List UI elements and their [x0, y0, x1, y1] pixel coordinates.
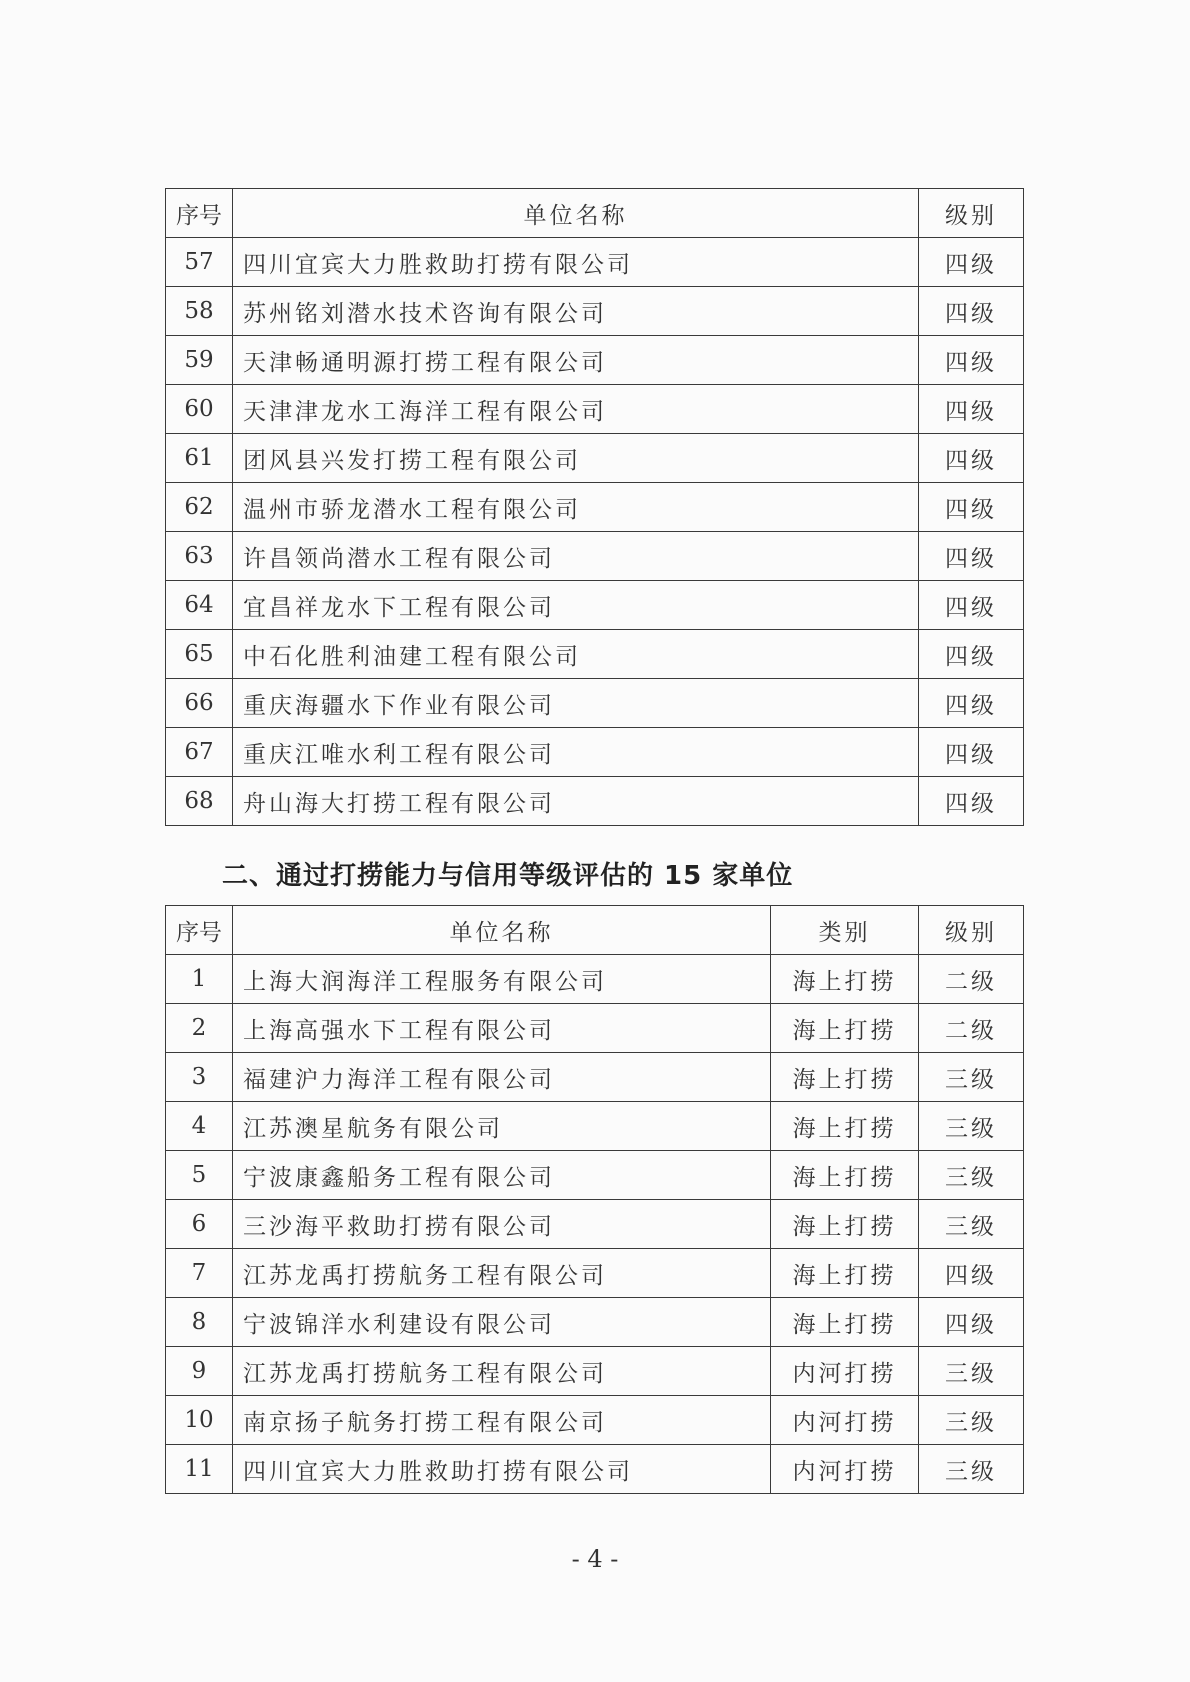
row-index: 62	[166, 483, 233, 532]
row-unit-name: 福建沪力海洋工程有限公司	[233, 1053, 771, 1102]
row-unit-name: 四川宜宾大力胜救助打捞有限公司	[233, 238, 919, 287]
row-unit-name: 苏州铭刘潜水技术咨询有限公司	[233, 287, 919, 336]
row-index: 64	[166, 581, 233, 630]
table-header-row	[166, 189, 1024, 238]
header-unit-name: 单位名称	[233, 906, 771, 955]
row-unit-name: 南京扬子航务打捞工程有限公司	[233, 1396, 771, 1445]
row-index: 8	[166, 1298, 233, 1347]
table-row	[166, 630, 1024, 679]
row-index: 3	[166, 1053, 233, 1102]
table-row	[166, 1151, 1024, 1200]
row-unit-name: 中石化胜利油建工程有限公司	[233, 630, 919, 679]
row-index: 11	[166, 1445, 233, 1494]
row-grade: 四级	[919, 287, 1024, 336]
table-row	[166, 1347, 1024, 1396]
table-row	[166, 1004, 1024, 1053]
row-unit-name: 江苏龙禹打捞航务工程有限公司	[233, 1347, 771, 1396]
row-category: 海上打捞	[771, 955, 919, 1004]
row-index: 59	[166, 336, 233, 385]
row-category: 内河打捞	[771, 1396, 919, 1445]
row-category: 海上打捞	[771, 1053, 919, 1102]
row-grade: 二级	[919, 1004, 1024, 1053]
row-category: 海上打捞	[771, 1004, 919, 1053]
row-index: 68	[166, 777, 233, 826]
row-unit-name: 江苏澳星航务有限公司	[233, 1102, 771, 1151]
row-grade: 四级	[919, 1249, 1024, 1298]
row-index: 66	[166, 679, 233, 728]
page-number: - 4 -	[571, 1545, 619, 1573]
row-grade: 四级	[919, 581, 1024, 630]
header-category: 类别	[771, 906, 919, 955]
row-unit-name: 重庆海疆水下作业有限公司	[233, 679, 919, 728]
row-grade: 四级	[919, 483, 1024, 532]
row-grade: 四级	[919, 728, 1024, 777]
row-unit-name: 上海大润海洋工程服务有限公司	[233, 955, 771, 1004]
row-unit-name: 许昌领尚潜水工程有限公司	[233, 532, 919, 581]
row-grade: 四级	[919, 777, 1024, 826]
row-index: 5	[166, 1151, 233, 1200]
table-row	[166, 483, 1024, 532]
row-grade: 四级	[919, 1298, 1024, 1347]
table-row	[166, 385, 1024, 434]
table-row	[166, 1249, 1024, 1298]
header-unit-name: 单位名称	[233, 189, 919, 238]
row-unit-name: 三沙海平救助打捞有限公司	[233, 1200, 771, 1249]
row-unit-name: 四川宜宾大力胜救助打捞有限公司	[233, 1445, 771, 1494]
row-category: 海上打捞	[771, 1151, 919, 1200]
header-index: 序号	[166, 906, 233, 955]
row-grade: 二级	[919, 955, 1024, 1004]
row-grade: 四级	[919, 385, 1024, 434]
row-index: 58	[166, 287, 233, 336]
row-category: 海上打捞	[771, 1102, 919, 1151]
row-index: 61	[166, 434, 233, 483]
row-index: 63	[166, 532, 233, 581]
row-grade: 四级	[919, 679, 1024, 728]
row-grade: 四级	[919, 532, 1024, 581]
row-index: 9	[166, 1347, 233, 1396]
row-index: 57	[166, 238, 233, 287]
row-index: 6	[166, 1200, 233, 1249]
table-row	[166, 238, 1024, 287]
row-grade: 四级	[919, 336, 1024, 385]
row-index: 60	[166, 385, 233, 434]
row-index: 67	[166, 728, 233, 777]
row-unit-name: 江苏龙禹打捞航务工程有限公司	[233, 1249, 771, 1298]
table-row	[166, 1200, 1024, 1249]
table-row	[166, 434, 1024, 483]
row-category: 内河打捞	[771, 1445, 919, 1494]
row-grade: 三级	[919, 1445, 1024, 1494]
header-grade: 级别	[919, 906, 1024, 955]
row-unit-name: 上海高强水下工程有限公司	[233, 1004, 771, 1053]
table-row	[166, 1298, 1024, 1347]
row-category: 海上打捞	[771, 1298, 919, 1347]
row-grade: 四级	[919, 630, 1024, 679]
row-index: 7	[166, 1249, 233, 1298]
table-row	[166, 1102, 1024, 1151]
table-row	[166, 1445, 1024, 1494]
row-grade: 三级	[919, 1053, 1024, 1102]
row-category: 海上打捞	[771, 1249, 919, 1298]
row-grade: 三级	[919, 1200, 1024, 1249]
header-grade: 级别	[919, 189, 1024, 238]
row-grade: 四级	[919, 238, 1024, 287]
table-row	[166, 532, 1024, 581]
row-unit-name: 宜昌祥龙水下工程有限公司	[233, 581, 919, 630]
row-unit-name: 天津津龙水工海洋工程有限公司	[233, 385, 919, 434]
row-grade: 三级	[919, 1102, 1024, 1151]
row-index: 65	[166, 630, 233, 679]
row-grade: 三级	[919, 1396, 1024, 1445]
row-grade: 四级	[919, 434, 1024, 483]
row-unit-name: 舟山海大打捞工程有限公司	[233, 777, 919, 826]
table-row	[166, 955, 1024, 1004]
row-index: 1	[166, 955, 233, 1004]
table-row	[166, 679, 1024, 728]
units-table-salvage-assessment	[165, 905, 1024, 1494]
table-row	[166, 287, 1024, 336]
row-category: 内河打捞	[771, 1347, 919, 1396]
table-row	[166, 1396, 1024, 1445]
row-category: 海上打捞	[771, 1200, 919, 1249]
row-index: 2	[166, 1004, 233, 1053]
row-unit-name: 团风县兴发打捞工程有限公司	[233, 434, 919, 483]
section-heading: 二、通过打捞能力与信用等级评估的 15 家单位	[222, 861, 794, 891]
table-row	[166, 728, 1024, 777]
table-row	[166, 1053, 1024, 1102]
header-index: 序号	[166, 189, 233, 238]
row-unit-name: 重庆江唯水利工程有限公司	[233, 728, 919, 777]
units-table-grade-list	[165, 188, 1024, 826]
row-index: 10	[166, 1396, 233, 1445]
row-unit-name: 温州市骄龙潜水工程有限公司	[233, 483, 919, 532]
row-grade: 三级	[919, 1151, 1024, 1200]
table-row	[166, 581, 1024, 630]
row-unit-name: 宁波康鑫船务工程有限公司	[233, 1151, 771, 1200]
table-header-row	[166, 906, 1024, 955]
table-row	[166, 336, 1024, 385]
table-row	[166, 777, 1024, 826]
row-index: 4	[166, 1102, 233, 1151]
row-unit-name: 天津畅通明源打捞工程有限公司	[233, 336, 919, 385]
row-unit-name: 宁波锦洋水利建设有限公司	[233, 1298, 771, 1347]
row-grade: 三级	[919, 1347, 1024, 1396]
